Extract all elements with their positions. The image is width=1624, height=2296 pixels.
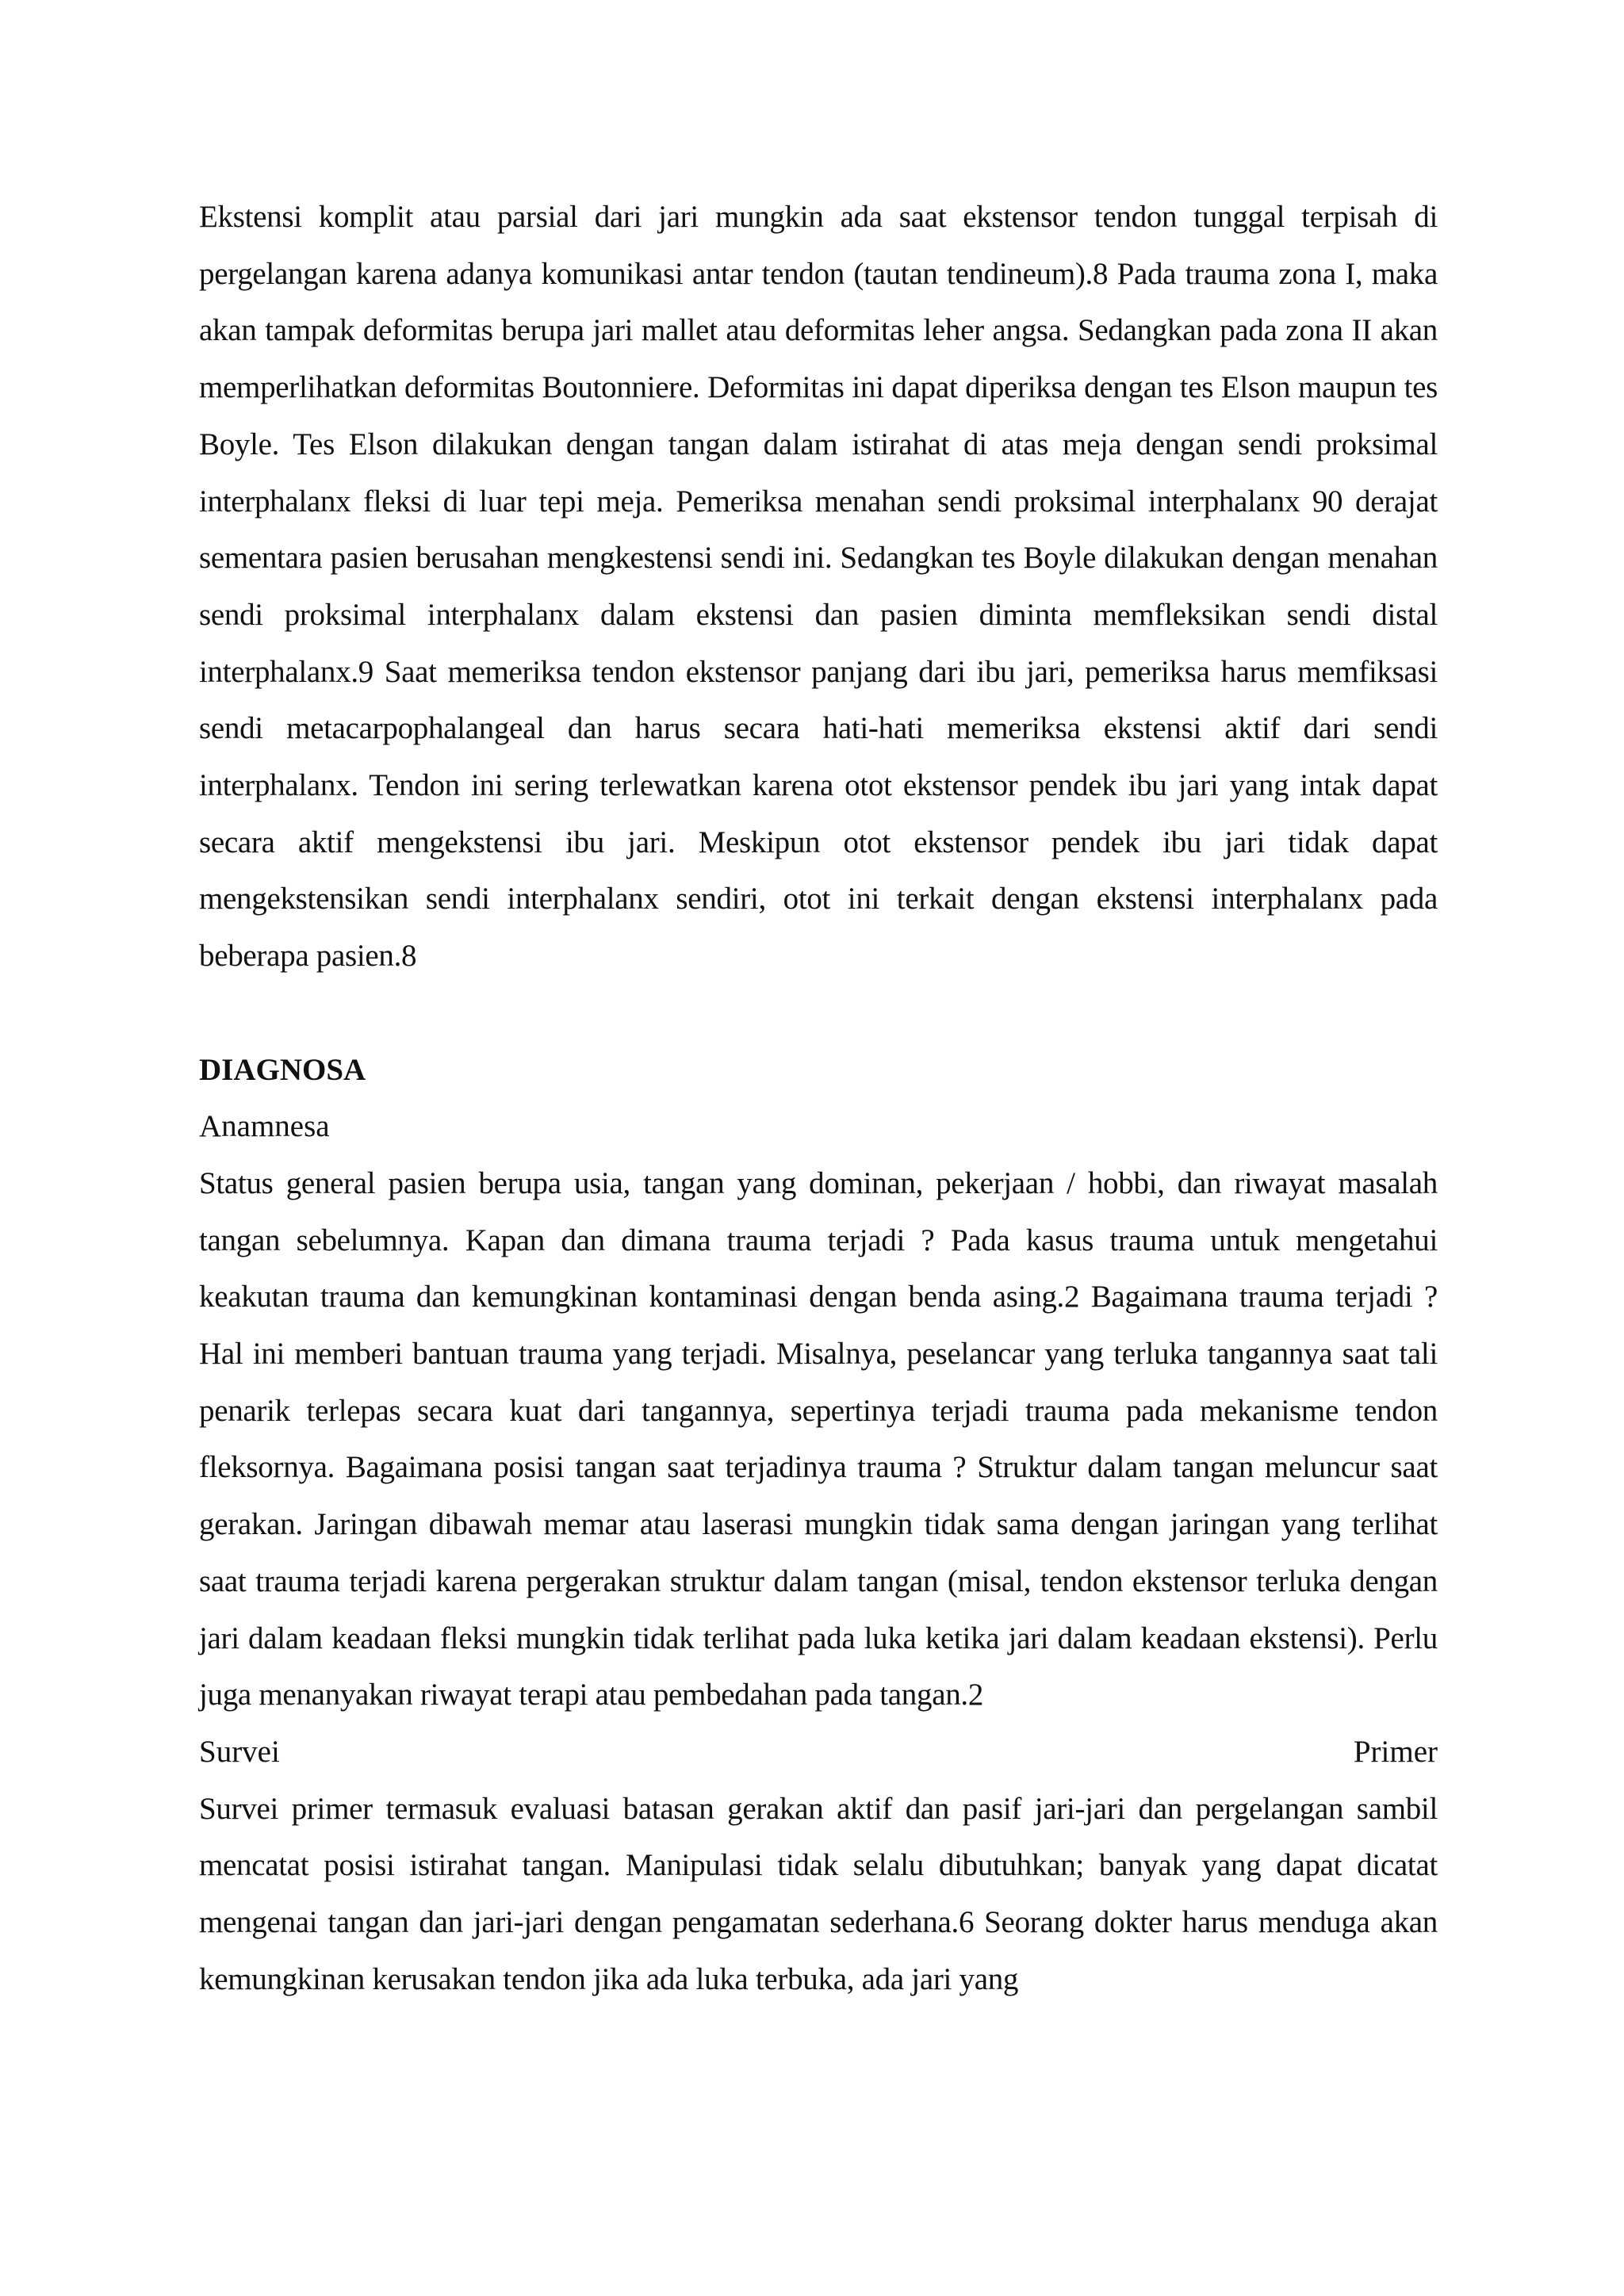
paragraph-anamnesa: Status general pasien berupa usia, tangan yang dominan, pekerjaan / hobbi, dan riwayat masalah tangan sebelumnya. Kapan dan dimana trauma terjadi ? Pada kasus trauma untuk mengetahui keakutan trauma dan kemungkinan kontaminasi dengan benda asing.2 Bagaimana trauma terjadi ? Hal ini memberi bantuan trauma yang terjadi. Misalnya, peselancar yang terluka tangannya saat tali penarik terlepas secara kuat dari tangannya, sepertinya terjadi trauma pada mekanisme tendon fleksornya. Bagaimana posisi tangan saat terjadinya trauma ? Struktur dalam tangan meluncur saat gerakan. Jaringan dibawah memar atau laserasi mungkin tidak sama dengan jaringan yang terlihat saat trauma terjadi karena pergerakan struktur dalam tangan (misal, tendon ekstensor terluka dengan jari dalam keadaan fleksi mungkin tidak terlihat pada luka ketika jari dalam keadaan ekstensi). Perlu juga menanyakan riwayat terapi atau pembedahan pada tangan.2 [199,1165,1438,1712]
survei-primer-line [199,1724,1438,1781]
subsection-heading: Anamnesa [199,1109,330,1144]
section-heading: DIAGNOSA [199,1052,366,1087]
paragraph-gap [199,985,1438,1042]
document-body [199,189,1438,2007]
survei-label: Survei [199,1734,280,1769]
paragraph-extensor-examination: Ekstensi komplit atau parsial dari jari mungkin ada saat ekstensor tendon tunggal terpisah di pergelangan karena adanya komunikasi antar tendon (tautan tendineum).8 Pada trauma zona I, maka akan tampak deformitas berupa jari mallet atau deformitas leher angsa. Sedangkan pada zona II akan memperlihatkan deformitas Boutonniere. Deformitas ini dapat diperiksa dengan tes Elson maupun tes Boyle. Tes Elson dilakukan dengan tangan dalam istirahat di atas meja dengan sendi proksimal interphalanx fleksi di luar tepi meja. Pemeriksa menahan sendi proksimal interphalanx 90 derajat sementara pasien berusahan mengkestensi sendi ini. Sedangkan tes Boyle dilakukan dengan menahan sendi proksimal interphalanx dalam ekstensi dan pasien diminta memfleksikan sendi distal interphalanx.9 Saat memeriksa tendon ekstensor panjang dari ibu jari, pemeriksa harus memfiksasi sendi metacarpophalangeal dan harus secara hati-hati memeriksa ekstensi aktif dari sendi interphalanx. Tendon ini sering terlewatkan karena otot ekstensor pendek ibu jari yang intak dapat secara aktif mengekstensi ibu jari. Meskipun otot ekstensor pendek ibu jari tidak dapat mengekstensikan sendi interphalanx sendiri, otot ini terkait dengan ekstensi interphalanx pada beberapa pasien.8 [199,200,1438,974]
primer-label: Primer [1353,1734,1438,1769]
paragraph-survei-primer: Survei primer termasuk evaluasi batasan gerakan aktif dan pasif jari-jari dan pergelangan sambil mencatat posisi istirahat tangan. Manipulasi tidak selalu dibutuhkan; banyak yang dapat dicatat mengenai tangan dan jari-jari dengan pengamatan sederhana.6 Seorang dokter harus menduga akan kemungkinan kerusakan tendon jika ada luka terbuka, ada jari yang [199,1791,1438,1996]
